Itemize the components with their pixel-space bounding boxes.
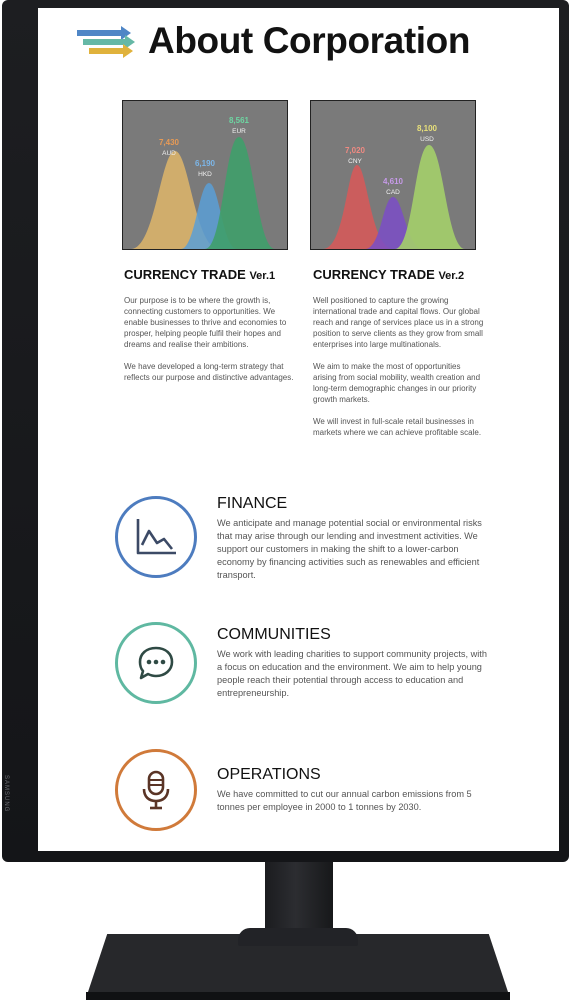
chart1-label-hkd: HKD xyxy=(198,171,212,178)
column-ver-2: Ver.2 xyxy=(438,270,465,282)
operations-icon-circle xyxy=(115,749,197,831)
currency-chart-2 xyxy=(310,100,476,250)
column-title-2-text: CURRENCY TRADE xyxy=(313,267,435,282)
communities-title: COMMUNITIES xyxy=(217,626,331,643)
column-ver-1: Ver.1 xyxy=(249,270,276,282)
chart2-label-usd: USD xyxy=(420,136,434,143)
operations-title: OPERATIONS xyxy=(217,766,321,783)
monitor-stand-base-edge xyxy=(86,992,510,1000)
chart2-value-usd: 8,100 xyxy=(416,124,438,133)
line-chart-icon xyxy=(134,517,178,557)
column-text-2 xyxy=(313,295,485,449)
column-title-2 xyxy=(313,267,464,282)
chart2-value-cad: 4,610 xyxy=(382,177,404,186)
chart1-label-eur: EUR xyxy=(232,128,246,135)
chart2-label-cny: CNY xyxy=(348,158,362,165)
monitor-bezel xyxy=(2,0,569,862)
microphone-icon xyxy=(140,769,172,811)
column2-paragraph-1: Well positioned to capture the growing international trade and capital flows. Our global reach and range of services place us in a strong position to serve clients as they grow from small enterprises into large multinationals. xyxy=(313,296,484,349)
column2-paragraph-3: We will invest in full-scale retail businesses in markets where we can achieve profitable scale. xyxy=(313,417,482,437)
chart1-value-eur: 8,561 xyxy=(228,116,250,125)
column1-paragraph-1: Our purpose is to be where the growth is, connecting customers to opportunities. We enable businesses to thrive and economies to prosper, helping people fulfil their hopes and dreams and realise their ambitions. xyxy=(124,296,287,349)
finance-icon-circle xyxy=(115,496,197,578)
chat-bubble-icon xyxy=(136,643,176,683)
operations-text: We have committed to cut our annual carbon emissions from 5 tonnes per employee in 2000 to 1 tonnes by 2030. xyxy=(217,789,472,812)
column-text-1 xyxy=(124,295,296,394)
page-title: About Corporation xyxy=(148,20,471,61)
communities-text: We work with leading charities to support community projects, with a focus on education and the environment. We aim to help young people reach their potential through access to education and entrepreneurship. xyxy=(217,649,487,698)
column-title-1 xyxy=(124,267,275,282)
currency-chart-1 xyxy=(122,100,288,250)
screen xyxy=(38,8,559,851)
column2-paragraph-2: We aim to make the most of opportunities arising from social mobility, wealth creation and long-term demographic changes in our priority growth markets. xyxy=(313,362,481,404)
column-title-1-text: CURRENCY TRADE xyxy=(124,267,246,282)
chart2-label-cad: CAD xyxy=(386,189,400,196)
chart1-label-aud: AUD xyxy=(162,150,176,157)
finance-title: FINANCE xyxy=(217,495,288,512)
communities-icon-circle xyxy=(115,622,197,704)
monitor-stand-joint xyxy=(238,928,358,946)
finance-text: We anticipate and manage potential social or environmental risks that may arise through our lending and investment activities. We support our customers in making the shift to a lower-carbon economy by financing activities such as renewables and efficient transport. xyxy=(217,518,482,580)
arrows-logo-icon xyxy=(77,26,135,62)
chart2-value-cny: 7,020 xyxy=(344,146,366,155)
chart1-value-hkd: 6,190 xyxy=(194,159,216,168)
chart1-value-aud: 7,430 xyxy=(158,138,180,147)
column1-paragraph-2: We have developed a long-term strategy that reflects our purpose and distinctive advantages. xyxy=(124,362,294,382)
brand-label: SAMSUNG xyxy=(3,775,9,813)
